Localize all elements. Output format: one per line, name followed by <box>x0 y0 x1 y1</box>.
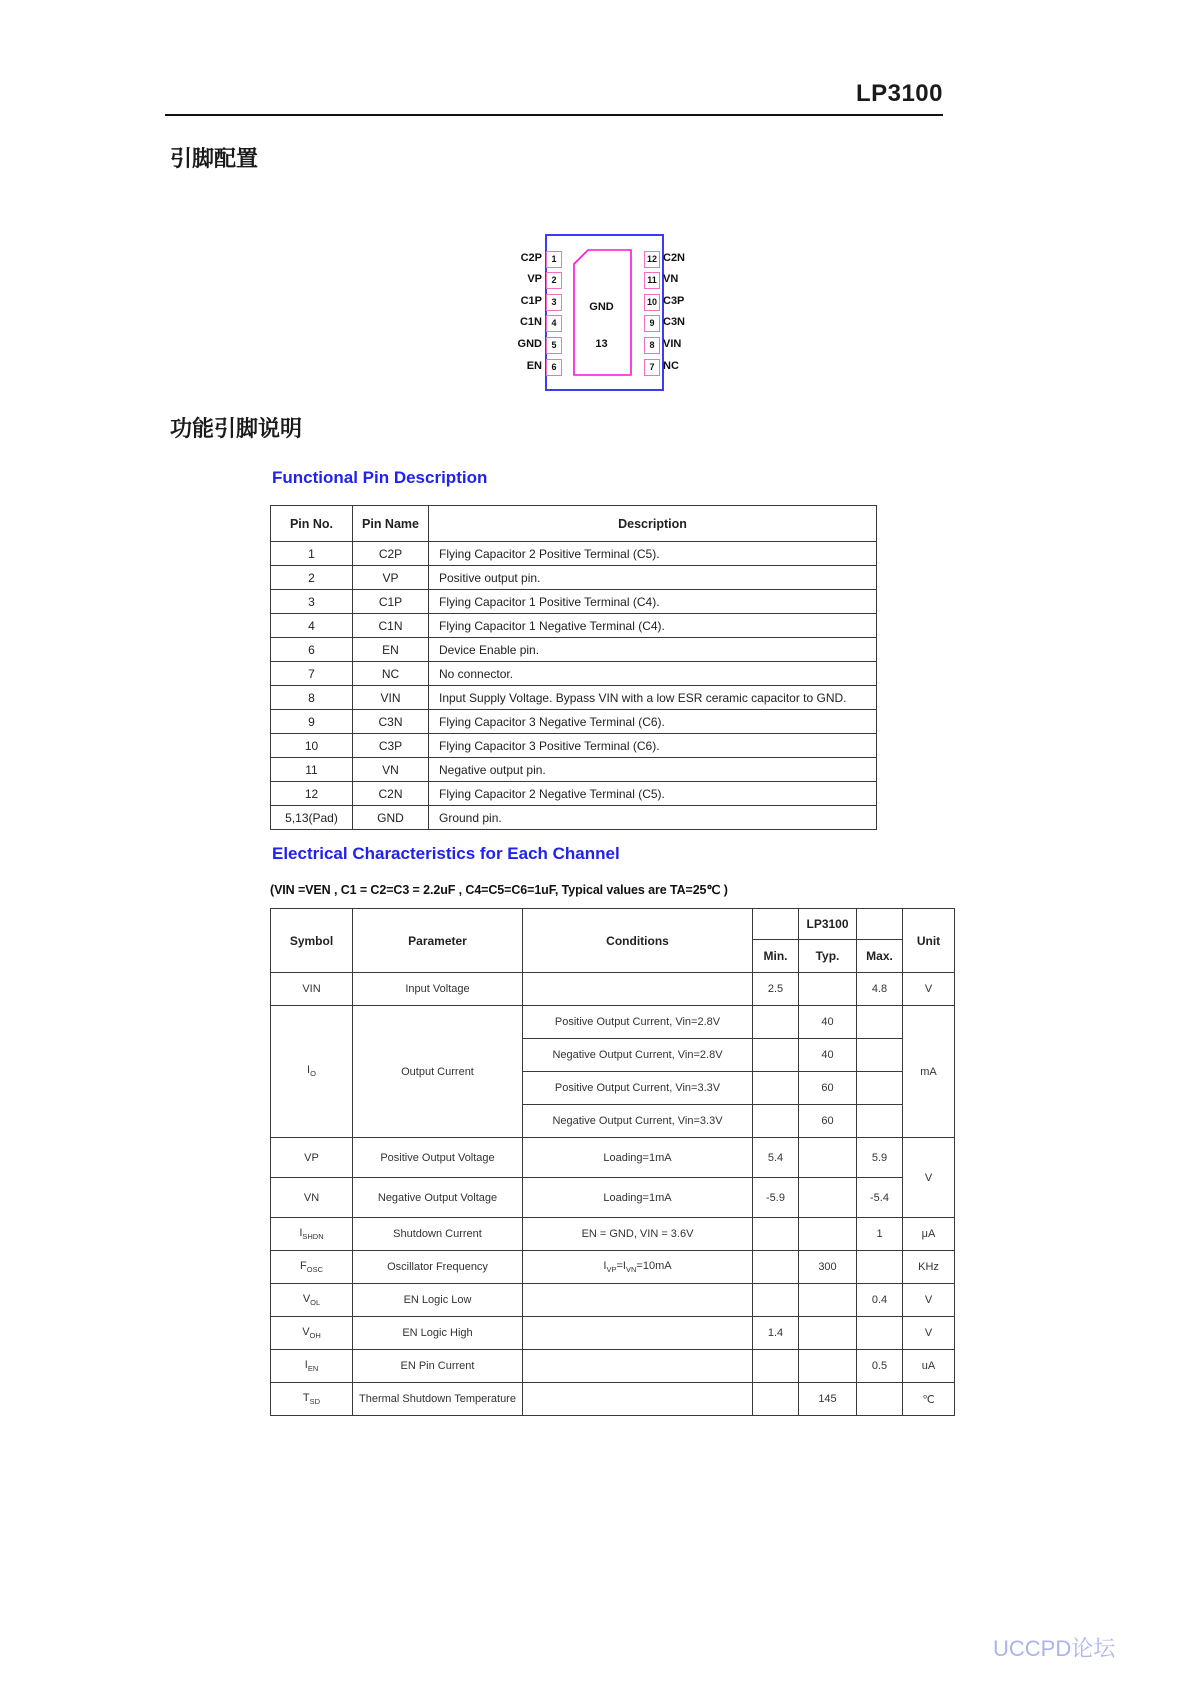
parameter-header: Parameter <box>353 909 523 973</box>
typ-header: Typ. <box>799 940 857 973</box>
table-row <box>271 758 877 782</box>
description-cell: Ground pin. <box>429 806 877 830</box>
row-vol <box>271 1284 955 1317</box>
unit-cell: uA <box>903 1350 955 1383</box>
pin-name-cell: GND <box>353 806 429 830</box>
pin-10-stub: 10 <box>644 294 660 311</box>
table-row <box>271 638 877 662</box>
parameter-cell: EN Logic High <box>353 1317 523 1350</box>
min-header: Min. <box>753 940 799 973</box>
table-row <box>271 734 877 758</box>
pin-no-cell: 2 <box>271 566 353 590</box>
spacer-cell <box>857 909 903 940</box>
max-cell <box>857 1006 903 1039</box>
conditions-cell: Loading=1mA <box>523 1138 753 1178</box>
table-row <box>271 686 877 710</box>
unit-cell: V <box>903 1317 955 1350</box>
electrical-characteristics-table <box>270 908 955 1416</box>
unit-header: Unit <box>903 909 955 973</box>
max-cell: 1 <box>857 1218 903 1251</box>
min-cell: -5.9 <box>753 1178 799 1218</box>
thermal-pad-label: GND <box>589 301 614 313</box>
pin-12-name: C2N <box>663 252 686 264</box>
unit-cell: ℃ <box>903 1383 955 1416</box>
max-cell <box>857 1039 903 1072</box>
pin-function-heading: 功能引脚说明 <box>170 416 303 441</box>
pin-no-cell: 3 <box>271 590 353 614</box>
typ-cell <box>799 1317 857 1350</box>
min-cell <box>753 1072 799 1105</box>
parameter-cell: Input Voltage <box>353 973 523 1006</box>
row-tsd <box>271 1383 955 1416</box>
min-cell <box>753 1218 799 1251</box>
pin-config-heading: 引脚配置 <box>170 146 259 171</box>
description-cell: Flying Capacitor 1 Positive Terminal (C4). <box>429 590 877 614</box>
description-header: Description <box>429 506 877 542</box>
max-cell: 5.9 <box>857 1138 903 1178</box>
unit-cell: V <box>903 1284 955 1317</box>
typ-cell: 40 <box>799 1039 857 1072</box>
conditions-cell <box>523 1350 753 1383</box>
typ-cell <box>799 1178 857 1218</box>
symbol-cell: VN <box>271 1178 353 1218</box>
row-ien <box>271 1350 955 1383</box>
pin-11-stub: 11 <box>644 272 660 289</box>
parameter-cell: Thermal Shutdown Temperature <box>353 1383 523 1416</box>
conditions-cell <box>523 1284 753 1317</box>
pin-no-cell: 8 <box>271 686 353 710</box>
pin-no-cell: 11 <box>271 758 353 782</box>
description-cell: Device Enable pin. <box>429 638 877 662</box>
table-row <box>271 806 877 830</box>
typ-cell: 60 <box>799 1072 857 1105</box>
description-cell: Flying Capacitor 1 Negative Terminal (C4). <box>429 614 877 638</box>
table-row <box>271 590 877 614</box>
elec-header-row-1 <box>271 909 955 940</box>
typ-cell: 300 <box>799 1251 857 1284</box>
conditions-cell: $I_{VP}=I_{VN}=10mA$ <box>523 1251 753 1284</box>
min-cell <box>753 1006 799 1039</box>
typ-cell <box>799 1350 857 1383</box>
pin-4-stub: 4 <box>546 315 562 332</box>
spacer-cell <box>753 909 799 940</box>
row-ishdn <box>271 1218 955 1251</box>
unit-cell: μA <box>903 1218 955 1251</box>
pin-no-cell: 12 <box>271 782 353 806</box>
parameter-cell: Positive Output Voltage <box>353 1138 523 1178</box>
pin-name-cell: VIN <box>353 686 429 710</box>
functional-pin-table <box>270 505 877 830</box>
pin-1-name: C2P <box>520 252 542 264</box>
row-vin <box>271 973 955 1006</box>
table-row <box>271 662 877 686</box>
pin-name-cell: C1P <box>353 590 429 614</box>
elec-table-title: Electrical Characteristics for Each Channel <box>272 844 620 863</box>
description-cell: Negative output pin. <box>429 758 877 782</box>
row-vn <box>271 1178 955 1218</box>
table-row <box>271 614 877 638</box>
typ-cell <box>799 1138 857 1178</box>
pin-9-name: C3N <box>663 316 686 328</box>
symbol-cell: VIN <box>271 973 353 1006</box>
typ-cell: 60 <box>799 1105 857 1138</box>
row-fosc <box>271 1251 955 1284</box>
description-cell: No connector. <box>429 662 877 686</box>
symbol-cell: VP <box>271 1138 353 1178</box>
pin-1-stub: 1 <box>546 251 562 268</box>
pin-name-cell: VP <box>353 566 429 590</box>
pin-name-cell: VN <box>353 758 429 782</box>
parameter-cell: EN Pin Current <box>353 1350 523 1383</box>
pin-name-cell: C2P <box>353 542 429 566</box>
symbol-header: Symbol <box>271 909 353 973</box>
conditions-cell: Positive Output Current, Vin=2.8V <box>523 1006 753 1039</box>
min-cell <box>753 1350 799 1383</box>
table-row <box>271 566 877 590</box>
min-cell <box>753 1251 799 1284</box>
table-row <box>271 710 877 734</box>
max-cell: -5.4 <box>857 1178 903 1218</box>
pin-name-cell: EN <box>353 638 429 662</box>
max-cell <box>857 1383 903 1416</box>
pin-3-stub: 3 <box>546 294 562 311</box>
symbol-cell: $I_{EN}$ <box>271 1350 353 1383</box>
device-header: LP3100 <box>799 909 857 940</box>
conditions-cell <box>523 1317 753 1350</box>
min-cell <box>753 1039 799 1072</box>
pin-table-title: Functional Pin Description <box>272 468 488 487</box>
description-cell: Input Supply Voltage. Bypass VIN with a low ESR ceramic capacitor to GND. <box>429 686 877 710</box>
typ-cell: 145 <box>799 1383 857 1416</box>
max-cell <box>857 1072 903 1105</box>
pin-diagram <box>470 228 720 403</box>
pin-12-stub: 12 <box>644 251 660 268</box>
pin-9-stub: 9 <box>644 315 660 332</box>
table-row <box>271 782 877 806</box>
conditions-cell: Negative Output Current, Vin=3.3V <box>523 1105 753 1138</box>
pin-name-header: Pin Name <box>353 506 429 542</box>
min-cell <box>753 1383 799 1416</box>
pin-name-cell: C3P <box>353 734 429 758</box>
pin-7-name: NC <box>663 360 679 372</box>
pin-no-header: Pin No. <box>271 506 353 542</box>
pin-2-stub: 2 <box>546 272 562 289</box>
parameter-cell: EN Logic Low <box>353 1284 523 1317</box>
description-cell: Flying Capacitor 2 Negative Terminal (C5). <box>429 782 877 806</box>
pin-10-name: C3P <box>663 295 685 307</box>
thermal-pad-number: 13 <box>595 338 608 350</box>
pin-5-name: GND <box>517 338 542 350</box>
parameter-cell: Shutdown Current <box>353 1218 523 1251</box>
parameter-cell: Oscillator Frequency <box>353 1251 523 1284</box>
conditions-cell: Loading=1mA <box>523 1178 753 1218</box>
unit-cell: mA <box>903 1006 955 1138</box>
symbol-cell: $I_O$ <box>271 1006 353 1138</box>
doc-title: LP3100 <box>855 80 943 107</box>
typ-cell <box>799 1284 857 1317</box>
conditions-cell: Negative Output Current, Vin=2.8V <box>523 1039 753 1072</box>
row-vp <box>271 1138 955 1178</box>
page-header <box>165 80 943 116</box>
pin-3-name: C1P <box>520 295 542 307</box>
min-cell <box>753 1284 799 1317</box>
pin-no-cell: 7 <box>271 662 353 686</box>
conditions-cell: EN = GND, VIN = 3.6V <box>523 1218 753 1251</box>
pin-no-cell: 9 <box>271 710 353 734</box>
pin-11-name: VN <box>663 273 679 285</box>
min-cell: 1.4 <box>753 1317 799 1350</box>
max-cell <box>857 1105 903 1138</box>
conditions-header: Conditions <box>523 909 753 973</box>
elec-test-conditions: (VIN =VEN , C1 = C2=C3 = 2.2uF , C4=C5=C6=1uF, Typical values are TA=25℃ ) <box>270 883 728 897</box>
pin-no-cell: 10 <box>271 734 353 758</box>
description-cell: Flying Capacitor 3 Positive Terminal (C6). <box>429 734 877 758</box>
pin-name-cell: C3N <box>353 710 429 734</box>
min-cell <box>753 1105 799 1138</box>
row-voh <box>271 1317 955 1350</box>
parameter-cell: Output Current <box>353 1006 523 1138</box>
pin-2-name: VP <box>527 273 542 285</box>
table-row <box>271 542 877 566</box>
typ-cell: 40 <box>799 1006 857 1039</box>
unit-cell: KHz <box>903 1251 955 1284</box>
symbol-cell: $I_{SHDN}$ <box>271 1218 353 1251</box>
symbol-cell: $T_{SD}$ <box>271 1383 353 1416</box>
max-cell <box>857 1317 903 1350</box>
pin-6-stub: 6 <box>546 359 562 376</box>
typ-cell <box>799 973 857 1006</box>
max-cell: 0.4 <box>857 1284 903 1317</box>
pin-no-cell: 4 <box>271 614 353 638</box>
pin-7-stub: 7 <box>644 359 660 376</box>
parameter-cell: Negative Output Voltage <box>353 1178 523 1218</box>
min-cell: 5.4 <box>753 1138 799 1178</box>
description-cell: Positive output pin. <box>429 566 877 590</box>
pin-6-name: EN <box>526 360 542 372</box>
description-cell: Flying Capacitor 2 Positive Terminal (C5). <box>429 542 877 566</box>
unit-cell: V <box>903 973 955 1006</box>
symbol-cell: $V_{OL}$ <box>271 1284 353 1317</box>
symbol-cell: $V_{OH}$ <box>271 1317 353 1350</box>
pin-no-cell: 6 <box>271 638 353 662</box>
conditions-cell <box>523 973 753 1006</box>
description-cell: Flying Capacitor 3 Negative Terminal (C6). <box>429 710 877 734</box>
pin-no-cell: 5,13(Pad) <box>271 806 353 830</box>
symbol-cell: $F_{OSC}$ <box>271 1251 353 1284</box>
conditions-cell <box>523 1383 753 1416</box>
conditions-cell: Positive Output Current, Vin=3.3V <box>523 1072 753 1105</box>
pin-name-cell: NC <box>353 662 429 686</box>
max-cell: 4.8 <box>857 973 903 1006</box>
pin-name-cell: C2N <box>353 782 429 806</box>
typ-cell <box>799 1218 857 1251</box>
max-cell: 0.5 <box>857 1350 903 1383</box>
pin-4-name: C1N <box>519 316 542 328</box>
pin-8-name: VIN <box>663 338 682 350</box>
pin-8-stub: 8 <box>644 337 660 354</box>
unit-cell: V <box>903 1138 955 1218</box>
max-header: Max. <box>857 940 903 973</box>
min-cell: 2.5 <box>753 973 799 1006</box>
pin-no-cell: 1 <box>271 542 353 566</box>
pin-5-stub: 5 <box>546 337 562 354</box>
watermark: UCCPD论坛 <box>993 1636 1116 1661</box>
pin-table-header-row <box>271 506 877 542</box>
pin-name-cell: C1N <box>353 614 429 638</box>
row-io-1 <box>271 1006 955 1039</box>
max-cell <box>857 1251 903 1284</box>
